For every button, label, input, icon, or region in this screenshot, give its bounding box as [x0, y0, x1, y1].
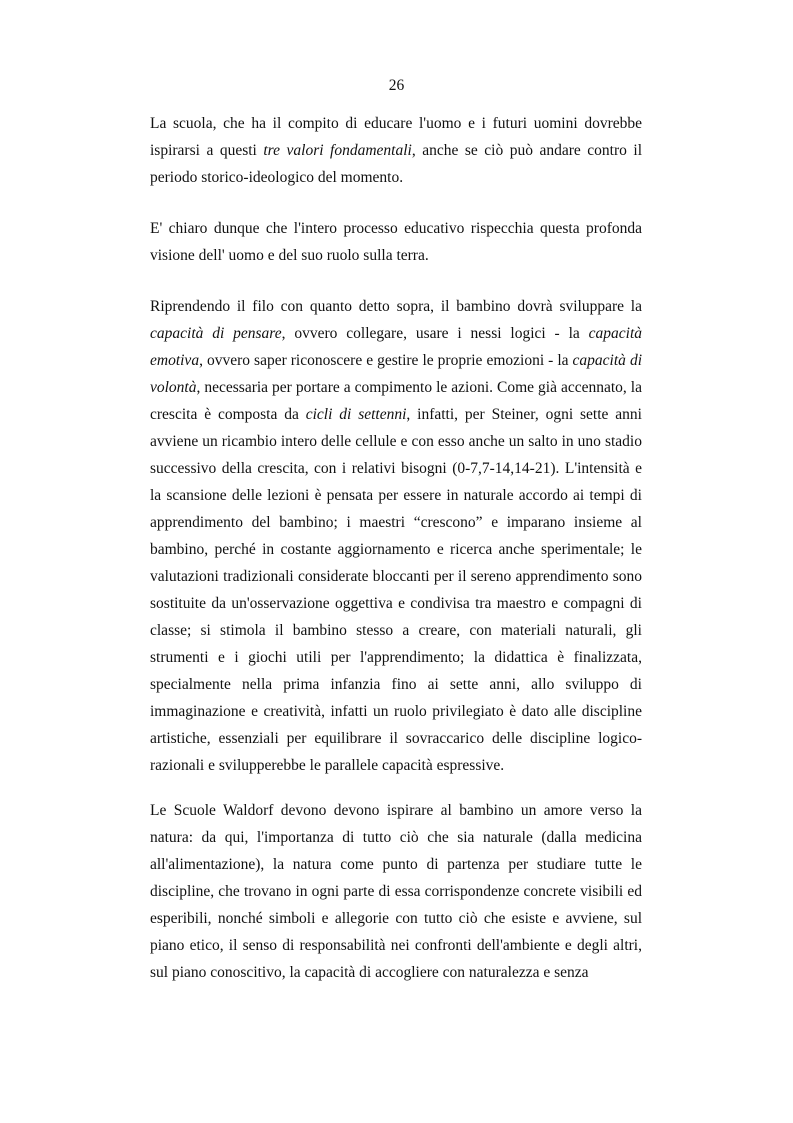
paragraph-1-text-a: La scuola, che ha il compito di educare l'uomo e i futuri uomini dovrebbe ispirarsi a questi: [150, 115, 642, 159]
page-number: 26: [388, 77, 405, 94]
paragraph-2: E' chiaro dunque che l'intero processo educativo rispecchia questa profonda visione dell' uomo e del suo ruolo sulla terra.: [150, 220, 642, 264]
paragraph-3-emphasis-settenni: cicli di settenni: [305, 406, 407, 423]
paragraph-3-text-a: Riprendendo il filo con quanto detto sopra, il bambino dovrà sviluppare la: [150, 298, 642, 315]
document-body: [150, 110, 642, 986]
paragraph-1: [150, 110, 642, 191]
paragraph-1-text-c: , anche se ciò può andare contro il periodo storico-ideologico del momento.: [150, 142, 643, 186]
paragraph-3-emphasis-volonta: capacità di volontà: [150, 352, 642, 396]
paragraph-3-emphasis-pensare: capacità di pensare: [150, 325, 282, 342]
paragraph-3-text-g: , necessaria per portare a compimento le azioni. Come già accennato, la crescita è composta da: [150, 379, 642, 423]
paragraph-3-text-i: , infatti, per Steiner, ogni sette anni avviene un ricambio intero delle cellule e con esso anche un salto in uno stadio successivo della crescita, con i relativi bisogni (0-7,7-14,14-21). L'intensità e la scansione delle lezioni è pensata per essere in naturale accordo ai tempi di apprendimento del bambino; i maestri “crescono” e imparano insieme al bambino, perché in costante aggiornamento e ricerca anche sperimentale; le valutazioni tradizionali considerate bloccanti per il sereno apprendimento sono sostituite da un'osservazione oggettiva e condivisa tra maestro e compagni di classe; si stimola il bambino stesso a creare, con materiali naturali, gli strumenti e i giochi utili per l'apprendimento; la didattica è finalizzata, specialmente nella prima infanzia fino ai sette anni, allo sviluppo di immaginazione e creatività, infatti un ruolo privilegiato è dato alle discipline artistiche, essenziali per equilibrare il sovraccarico delle discipline logico-razionali e svilupperebbe le parallele capacità espressive.: [150, 406, 642, 774]
paragraph-3-emphasis-emotiva: capacità emotiva: [150, 325, 642, 369]
paragraph-1-emphasis: tre valori fondamentali: [263, 142, 412, 159]
paragraph-4: Le Scuole Waldorf devono devono ispirare al bambino un amore verso la natura: da qui, l'importanza di tutto ciò che sia naturale (dalla medicina all'alimentazione), la natura come punto di partenza per studiare tutte le discipline, che trovano in ogni parte di essa corrispondenze concrete visibili ed esperibili, nonché simboli e allegorie con tutto ciò che esiste e avviene, sul piano etico, il senso di responsabilità nei confronti dell'ambiente e degli altri, sul piano conoscitivo, la capacità di accogliere con naturalezza e senza: [150, 802, 642, 981]
paragraph-3-text-c: , ovvero collegare, usare i nessi logici - la: [281, 325, 589, 342]
paragraph-3-text-e: , ovvero saper riconoscere e gestire le proprie emozioni - la: [199, 352, 573, 369]
paragraph-3: [150, 293, 642, 779]
